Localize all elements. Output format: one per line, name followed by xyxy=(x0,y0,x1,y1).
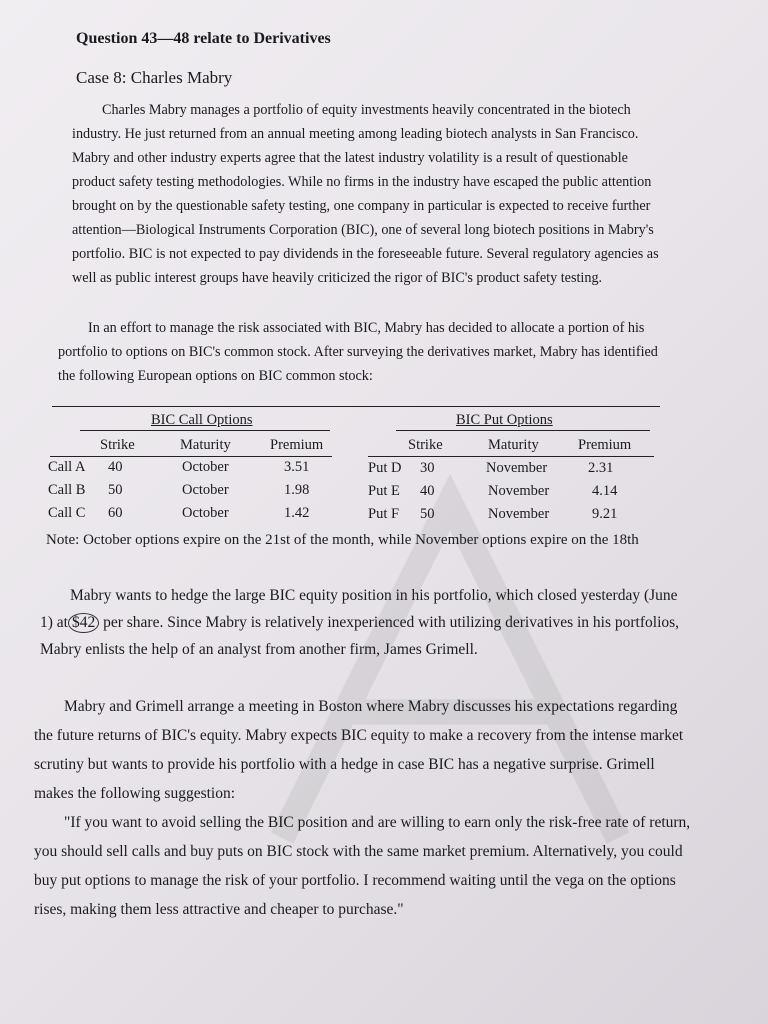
call-b-premium: 1.98 xyxy=(284,482,310,498)
call-options-title: BIC Call Options xyxy=(151,412,253,428)
paragraph-2-text: In an effort to manage the risk associated with BIC, Mabry has decided to allocate a portion of his portfolio to options on BIC's common stock. After surveying the derivatives market, Mabry has identified the following European options on BIC common stock: xyxy=(58,320,658,384)
call-a-label: Call A xyxy=(48,459,86,475)
call-a-maturity: October xyxy=(182,459,229,475)
put-strike-header: Strike xyxy=(408,437,443,453)
call-b-label: Call B xyxy=(48,482,86,498)
put-e-premium: 4.14 xyxy=(592,483,618,499)
put-d-label: Put D xyxy=(368,460,402,476)
call-strike-header: Strike xyxy=(100,437,135,453)
put-group-rule xyxy=(396,430,650,431)
put-e-label: Put E xyxy=(368,483,400,499)
call-maturity-header: Maturity xyxy=(180,437,231,453)
put-options-title: BIC Put Options xyxy=(456,412,553,428)
call-b-maturity: October xyxy=(182,482,229,498)
put-d-maturity: November xyxy=(486,460,548,476)
call-header-rule xyxy=(50,456,332,457)
put-d-premium: 2.31 xyxy=(588,460,614,476)
put-maturity-header: Maturity xyxy=(488,437,539,453)
case-paragraph-1 xyxy=(72,98,662,290)
table-top-rule xyxy=(52,406,660,407)
put-e-strike: 40 xyxy=(420,483,435,499)
put-f-strike: 50 xyxy=(420,506,435,522)
paragraph-1-text: Charles Mabry manages a portfolio of equity investments heavily concentrated in the biotech industry. He just returned from an annual meeting among leading biotech analysts in San Francisco. Mabry and other industry experts agree that the latest industry volatility is a result of questionable product safety testing methodologies. While no firms in the industry have escaped the public attention brought on by the questionable safety testing, one company in particular is expected to receive further attention—Biological Instruments Corporation (BIC), one of several long biotech positions in Mabry's portfolio. BIC is not expected to pay dividends in the foreseeable future. Several regulatory agencies as well as public interest groups have heavily criticized the rigor of BIC's product safety testing. xyxy=(72,102,659,286)
circled-price: $42 xyxy=(68,613,99,633)
call-c-strike: 60 xyxy=(108,505,123,521)
put-header-rule xyxy=(368,456,654,457)
put-d-strike: 30 xyxy=(420,460,435,476)
call-a-premium: 3.51 xyxy=(284,459,310,475)
case-paragraph-2 xyxy=(58,316,658,388)
put-premium-header: Premium xyxy=(578,437,632,453)
put-f-premium: 9.21 xyxy=(592,506,618,522)
call-a-strike: 40 xyxy=(108,459,123,475)
put-e-maturity: November xyxy=(488,483,550,499)
call-c-premium: 1.42 xyxy=(284,505,310,521)
case-paragraph-4 xyxy=(34,692,694,924)
call-b-strike: 50 xyxy=(108,482,123,498)
expiry-note: Note: October options expire on the 21st of the month, while November options expire on the 18th xyxy=(46,532,639,548)
question-heading: Question 43—48 relate to Derivatives xyxy=(76,30,331,47)
call-c-maturity: October xyxy=(182,505,229,521)
call-c-label: Call C xyxy=(48,505,86,521)
paragraph-3-before: Mabry wants to hedge the large BIC equity position in his portfolio, which closed yesterday (June 1) at xyxy=(40,587,678,631)
case-paragraph-3 xyxy=(40,582,680,663)
put-f-label: Put F xyxy=(368,506,400,522)
case-title: Case 8: Charles Mabry xyxy=(76,68,233,87)
call-premium-header: Premium xyxy=(270,437,324,453)
call-group-rule xyxy=(80,430,330,431)
paragraph-3-after: per share. Since Mabry is relatively inexperienced with utilizing derivatives in his portfolios, Mabry enlists the help of an analyst from another firm, James Grimell. xyxy=(40,614,680,658)
put-f-maturity: November xyxy=(488,506,550,522)
grimell-quote: "If you want to avoid selling the BIC position and are willing to earn only the risk-free rate of return, you should sell calls and buy puts on BIC stock with the same market premium. Alternatively, you could buy put options to manage the risk of your portfolio. I recommend waiting until the vega on the options rises, making them less attractive and cheaper to purchase." xyxy=(34,814,691,918)
paragraph-4-text: Mabry and Grimell arrange a meeting in Boston where Mabry discusses his expectations regarding the future returns of BIC's equity. Mabry expects BIC equity to make a recovery from the intense market scrutiny but wants to provide his portfolio with a hedge in case BIC has a negative surprise. Grimell makes the following suggestion: xyxy=(34,698,684,802)
